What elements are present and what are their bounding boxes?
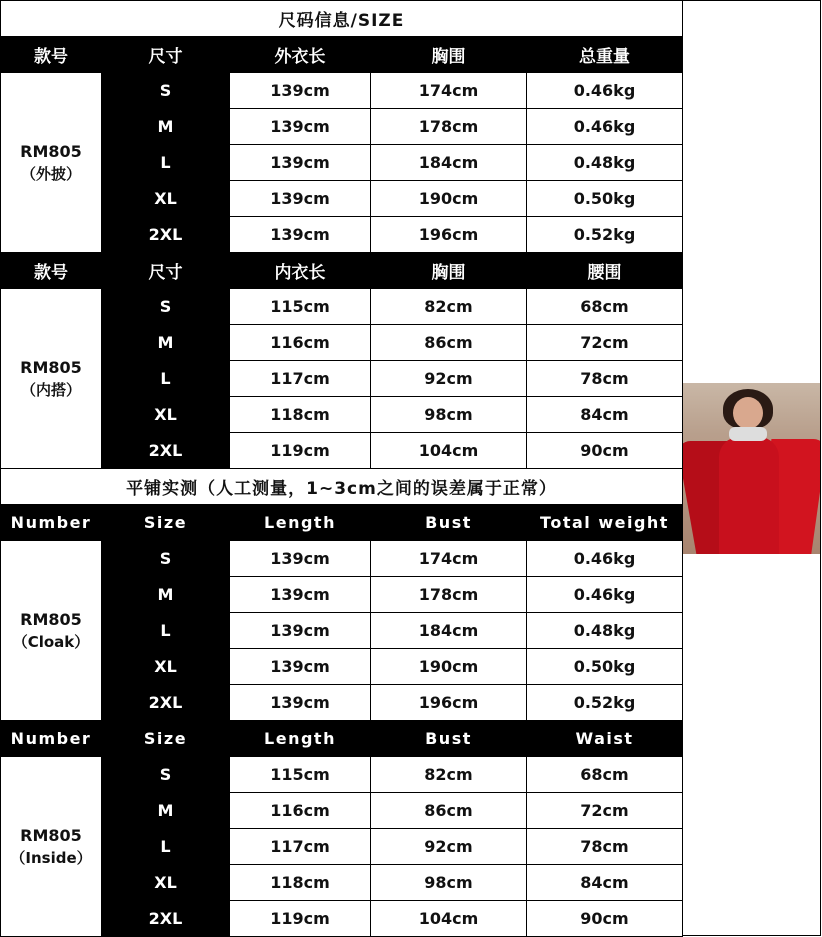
value-cell: 117cm <box>230 829 371 865</box>
size-cell: M <box>102 577 230 613</box>
value-cell: 0.46kg <box>527 73 683 109</box>
value-cell: 139cm <box>230 577 371 613</box>
size-cell: M <box>102 793 230 829</box>
size-cell: L <box>102 613 230 649</box>
value-cell: 68cm <box>527 289 683 325</box>
value-cell: 0.50kg <box>527 181 683 217</box>
size-cell: 2XL <box>102 433 230 469</box>
column-header: Size <box>102 721 230 757</box>
column-header: 尺寸 <box>102 37 230 73</box>
value-cell: 139cm <box>230 217 371 253</box>
header-row <box>1 721 683 757</box>
value-cell: 119cm <box>230 433 371 469</box>
value-cell: 116cm <box>230 793 371 829</box>
model-cell <box>1 757 102 937</box>
value-cell: 82cm <box>371 289 527 325</box>
size-cell: 2XL <box>102 217 230 253</box>
value-cell: 118cm <box>230 865 371 901</box>
size-cell: S <box>102 73 230 109</box>
column-header: Length <box>230 505 371 541</box>
table-row <box>1 613 683 649</box>
value-cell: 84cm <box>527 397 683 433</box>
model-cell <box>1 73 102 253</box>
model-cell <box>1 289 102 469</box>
value-cell: 90cm <box>527 901 683 937</box>
table-row <box>1 289 683 325</box>
value-cell: 117cm <box>230 361 371 397</box>
table-row <box>1 757 683 793</box>
table-row <box>1 541 683 577</box>
value-cell: 84cm <box>527 865 683 901</box>
size-cell: XL <box>102 865 230 901</box>
table-row <box>1 433 683 469</box>
column-header: Waist <box>527 721 683 757</box>
value-cell: 139cm <box>230 649 371 685</box>
model-code: RM805 <box>20 825 82 845</box>
column-header: Length <box>230 721 371 757</box>
table-row <box>1 397 683 433</box>
value-cell: 184cm <box>371 145 527 181</box>
size-cell: XL <box>102 649 230 685</box>
note-row <box>1 469 683 505</box>
value-cell: 78cm <box>527 829 683 865</box>
header-row <box>1 505 683 541</box>
size-cell: S <box>102 541 230 577</box>
size-cell: 2XL <box>102 901 230 937</box>
value-cell: 196cm <box>371 685 527 721</box>
value-cell: 92cm <box>371 829 527 865</box>
value-cell: 72cm <box>527 793 683 829</box>
table-row <box>1 649 683 685</box>
value-cell: 178cm <box>371 577 527 613</box>
column-header: 款号 <box>1 37 102 73</box>
size-cell: L <box>102 361 230 397</box>
measurement-note: 平铺实测（人工测量，1~3cm之间的误差属于正常） <box>1 469 683 505</box>
table-row <box>1 325 683 361</box>
value-cell: 139cm <box>230 181 371 217</box>
column-header: Total weight <box>527 505 683 541</box>
value-cell: 0.46kg <box>527 577 683 613</box>
value-cell: 104cm <box>371 433 527 469</box>
table-row <box>1 577 683 613</box>
column-header: 尺寸 <box>102 253 230 289</box>
model-variant: （Cloak） <box>12 632 90 651</box>
size-cell: L <box>102 829 230 865</box>
face <box>733 397 763 429</box>
value-cell: 82cm <box>371 757 527 793</box>
value-cell: 139cm <box>230 145 371 181</box>
value-cell: 184cm <box>371 613 527 649</box>
header-row <box>1 253 683 289</box>
value-cell: 104cm <box>371 901 527 937</box>
table-row <box>1 181 683 217</box>
value-cell: 118cm <box>230 397 371 433</box>
value-cell: 0.52kg <box>527 217 683 253</box>
value-cell: 90cm <box>527 433 683 469</box>
column-header: 胸围 <box>371 37 527 73</box>
model-cell <box>1 541 102 721</box>
value-cell: 190cm <box>371 649 527 685</box>
table-row <box>1 685 683 721</box>
value-cell: 0.52kg <box>527 685 683 721</box>
table-row <box>1 865 683 901</box>
column-header: 腰围 <box>527 253 683 289</box>
table-title: 尺码信息/SIZE <box>1 1 683 37</box>
column-header: 外衣长 <box>230 37 371 73</box>
size-cell: S <box>102 757 230 793</box>
value-cell: 98cm <box>371 397 527 433</box>
value-cell: 86cm <box>371 325 527 361</box>
value-cell: 139cm <box>230 73 371 109</box>
value-cell: 98cm <box>371 865 527 901</box>
table-row <box>1 829 683 865</box>
value-cell: 174cm <box>371 73 527 109</box>
size-cell: XL <box>102 181 230 217</box>
value-cell: 190cm <box>371 181 527 217</box>
value-cell: 86cm <box>371 793 527 829</box>
value-cell: 174cm <box>371 541 527 577</box>
column-header: Bust <box>371 505 527 541</box>
value-cell: 68cm <box>527 757 683 793</box>
column-header: 胸围 <box>371 253 527 289</box>
size-cell: S <box>102 289 230 325</box>
table-row <box>1 217 683 253</box>
value-cell: 119cm <box>230 901 371 937</box>
size-cell: M <box>102 109 230 145</box>
column-header: 内衣长 <box>230 253 371 289</box>
column-header: 款号 <box>1 253 102 289</box>
model-code: RM805 <box>20 141 82 161</box>
header-row <box>1 37 683 73</box>
value-cell: 78cm <box>527 361 683 397</box>
value-cell: 0.48kg <box>527 145 683 181</box>
model-code: RM805 <box>20 357 82 377</box>
collar <box>729 427 767 441</box>
value-cell: 115cm <box>230 289 371 325</box>
model-variant: （Inside） <box>10 848 92 867</box>
value-cell: 178cm <box>371 109 527 145</box>
value-cell: 116cm <box>230 325 371 361</box>
column-header: 总重量 <box>527 37 683 73</box>
table-row <box>1 361 683 397</box>
title-row <box>1 1 683 37</box>
value-cell: 115cm <box>230 757 371 793</box>
table-row <box>1 145 683 181</box>
table-row <box>1 901 683 937</box>
value-cell: 196cm <box>371 217 527 253</box>
model-variant: （内搭） <box>20 380 81 399</box>
value-cell: 0.46kg <box>527 109 683 145</box>
value-cell: 0.48kg <box>527 613 683 649</box>
table-row <box>1 109 683 145</box>
value-cell: 139cm <box>230 541 371 577</box>
size-cell: L <box>102 145 230 181</box>
value-cell: 139cm <box>230 109 371 145</box>
column-header: Number <box>1 721 102 757</box>
model-code: RM805 <box>20 609 82 629</box>
table-row <box>1 73 683 109</box>
value-cell: 0.46kg <box>527 541 683 577</box>
column-header: Number <box>1 505 102 541</box>
column-header: Size <box>102 505 230 541</box>
value-cell: 0.50kg <box>527 649 683 685</box>
size-cell: 2XL <box>102 685 230 721</box>
dress <box>719 437 779 554</box>
value-cell: 72cm <box>527 325 683 361</box>
table-row <box>1 793 683 829</box>
value-cell: 139cm <box>230 685 371 721</box>
column-header: Bust <box>371 721 527 757</box>
size-cell: M <box>102 325 230 361</box>
product-photo <box>683 383 820 554</box>
size-cell: XL <box>102 397 230 433</box>
model-variant: （外披） <box>20 164 81 183</box>
value-cell: 92cm <box>371 361 527 397</box>
value-cell: 139cm <box>230 613 371 649</box>
